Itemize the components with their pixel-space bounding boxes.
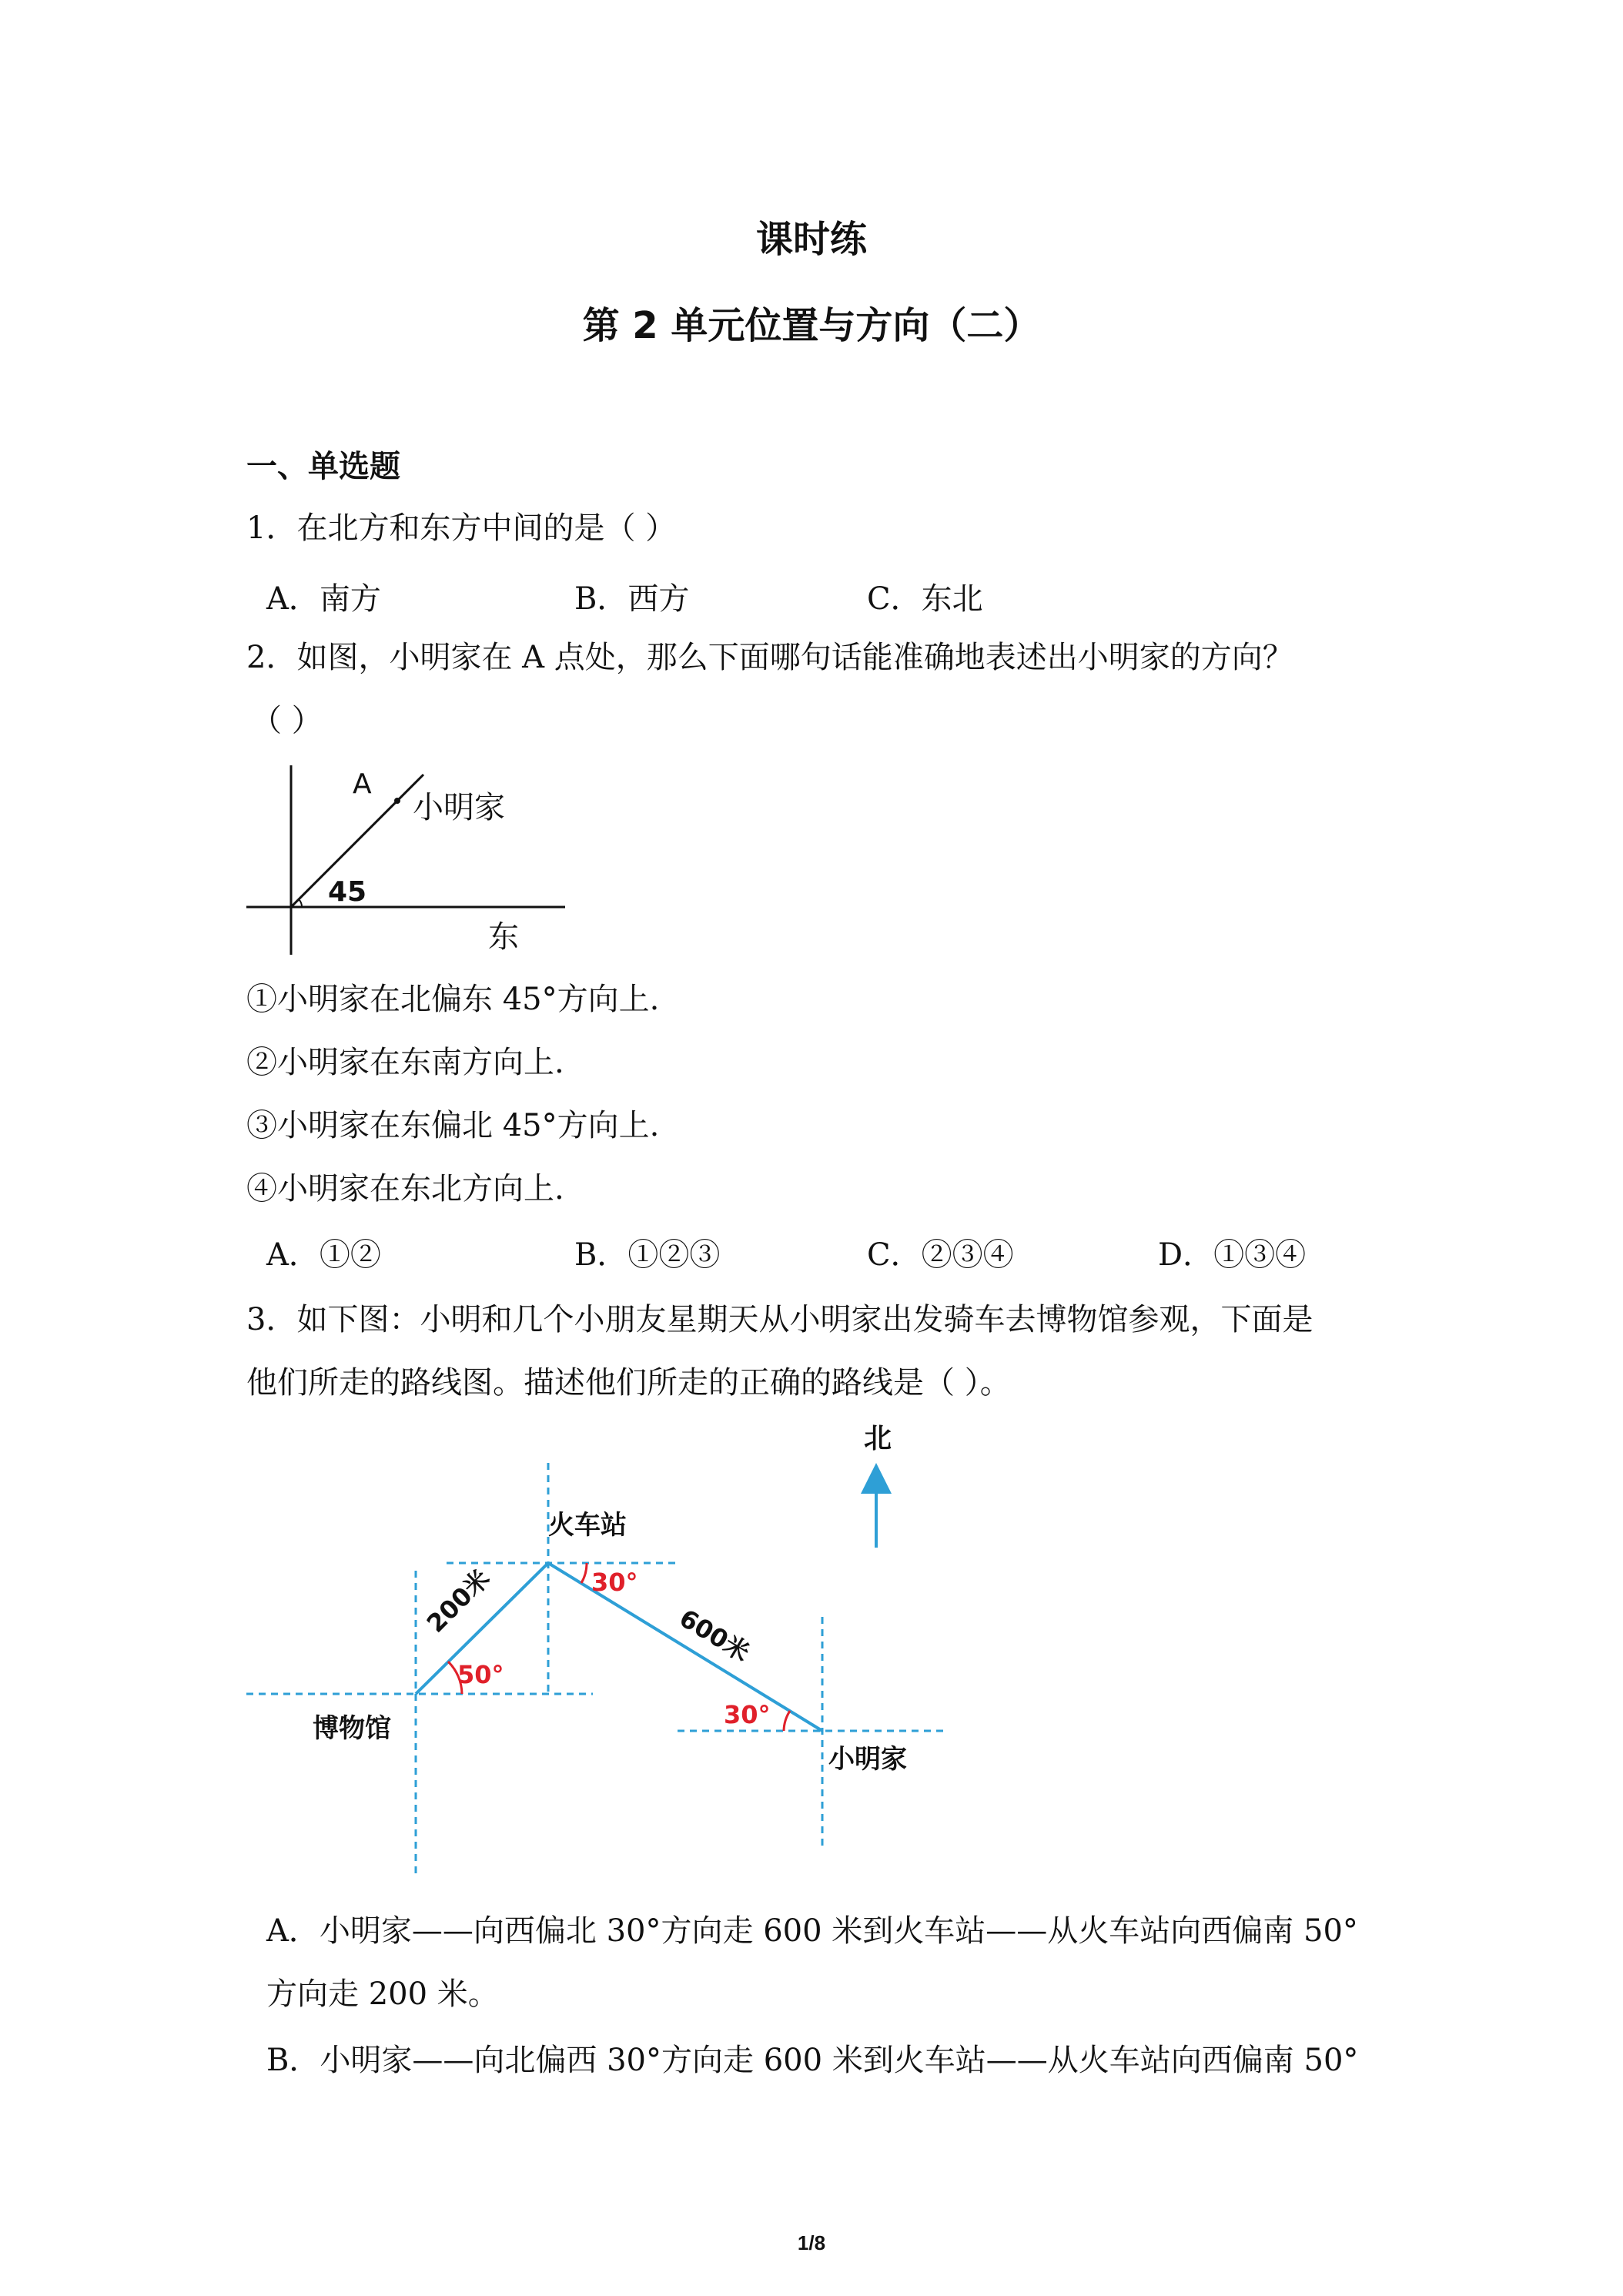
north-label: 北 bbox=[864, 1423, 892, 1454]
q3-route-map bbox=[239, 1417, 947, 1879]
angle-label-home: 30° bbox=[724, 1700, 771, 1729]
question-2-stem-line2: （ ） bbox=[251, 703, 323, 738]
home-label: 小明家 bbox=[413, 790, 505, 825]
q2-option-a[interactable]: A．①② bbox=[266, 1237, 381, 1273]
q2-statement-1: ①小明家在北偏东 45°方向上. bbox=[246, 982, 660, 1017]
q2-option-c[interactable]: C．②③④ bbox=[867, 1237, 1014, 1273]
angle-arc-station bbox=[581, 1563, 587, 1583]
angle-arc-home bbox=[784, 1711, 790, 1731]
q1-option-a[interactable]: A．南方 bbox=[266, 581, 381, 617]
q2-option-b[interactable]: B．①②③ bbox=[574, 1237, 721, 1273]
q2-statement-4: ④小明家在东北方向上. bbox=[246, 1171, 564, 1207]
q1-option-c[interactable]: C．东北 bbox=[867, 581, 983, 617]
route-station-home bbox=[548, 1563, 822, 1731]
distance-short-label: 200米 bbox=[420, 1563, 496, 1638]
question-3-stem-line2: 他们所走的路线图。描述他们所走的正确的路线是（ ）。 bbox=[246, 1365, 1011, 1401]
unit-title: 第 2 单元位置与方向（二） bbox=[582, 304, 1041, 347]
east-label: 东 bbox=[488, 919, 519, 955]
q2-option-d[interactable]: D．①③④ bbox=[1158, 1237, 1307, 1273]
q2-statement-3: ③小明家在东偏北 45°方向上. bbox=[246, 1108, 660, 1143]
museum-label: 博物馆 bbox=[313, 1713, 391, 1744]
point-a-label: A bbox=[353, 768, 372, 800]
q2-statement-2: ②小明家在东南方向上. bbox=[246, 1045, 564, 1080]
q3-option-b-line1[interactable]: B．小明家——向北偏西 30°方向走 600 米到火车站——从火车站向西偏南 50° bbox=[266, 2043, 1359, 2078]
angle-label-museum: 50° bbox=[457, 1660, 504, 1689]
station-label: 火车站 bbox=[548, 1510, 627, 1541]
question-3-stem-line1: 3．如下图：小明和几个小朋友星期天从小明家出发骑车去博物馆参观，下面是 bbox=[246, 1302, 1313, 1337]
question-2-stem-line1: 2．如图，小明家在 A 点处，那么下面哪句话能准确地表述出小明家的方向？ bbox=[246, 640, 1293, 675]
section-heading: 一、单选题 bbox=[246, 449, 400, 484]
q2-direction-figure bbox=[239, 755, 577, 955]
page-number: 1/8 bbox=[797, 2231, 826, 2254]
angle-label-station: 30° bbox=[591, 1568, 638, 1597]
point-a-dot bbox=[394, 798, 400, 804]
q3-option-a-line2[interactable]: 方向走 200 米。 bbox=[266, 1976, 499, 2012]
home-label: 小明家 bbox=[828, 1744, 907, 1775]
question-1-stem: 1．在北方和东方中间的是（ ） bbox=[246, 510, 677, 546]
q1-option-b[interactable]: B．西方 bbox=[574, 581, 690, 617]
q3-option-a-line1[interactable]: A．小明家——向西偏北 30°方向走 600 米到火车站——从火车站向西偏南 50° bbox=[266, 1913, 1358, 1949]
page-title: 课时练 bbox=[755, 218, 867, 261]
angle-label: 45 bbox=[328, 876, 367, 908]
distance-long-label: 600米 bbox=[674, 1603, 755, 1668]
